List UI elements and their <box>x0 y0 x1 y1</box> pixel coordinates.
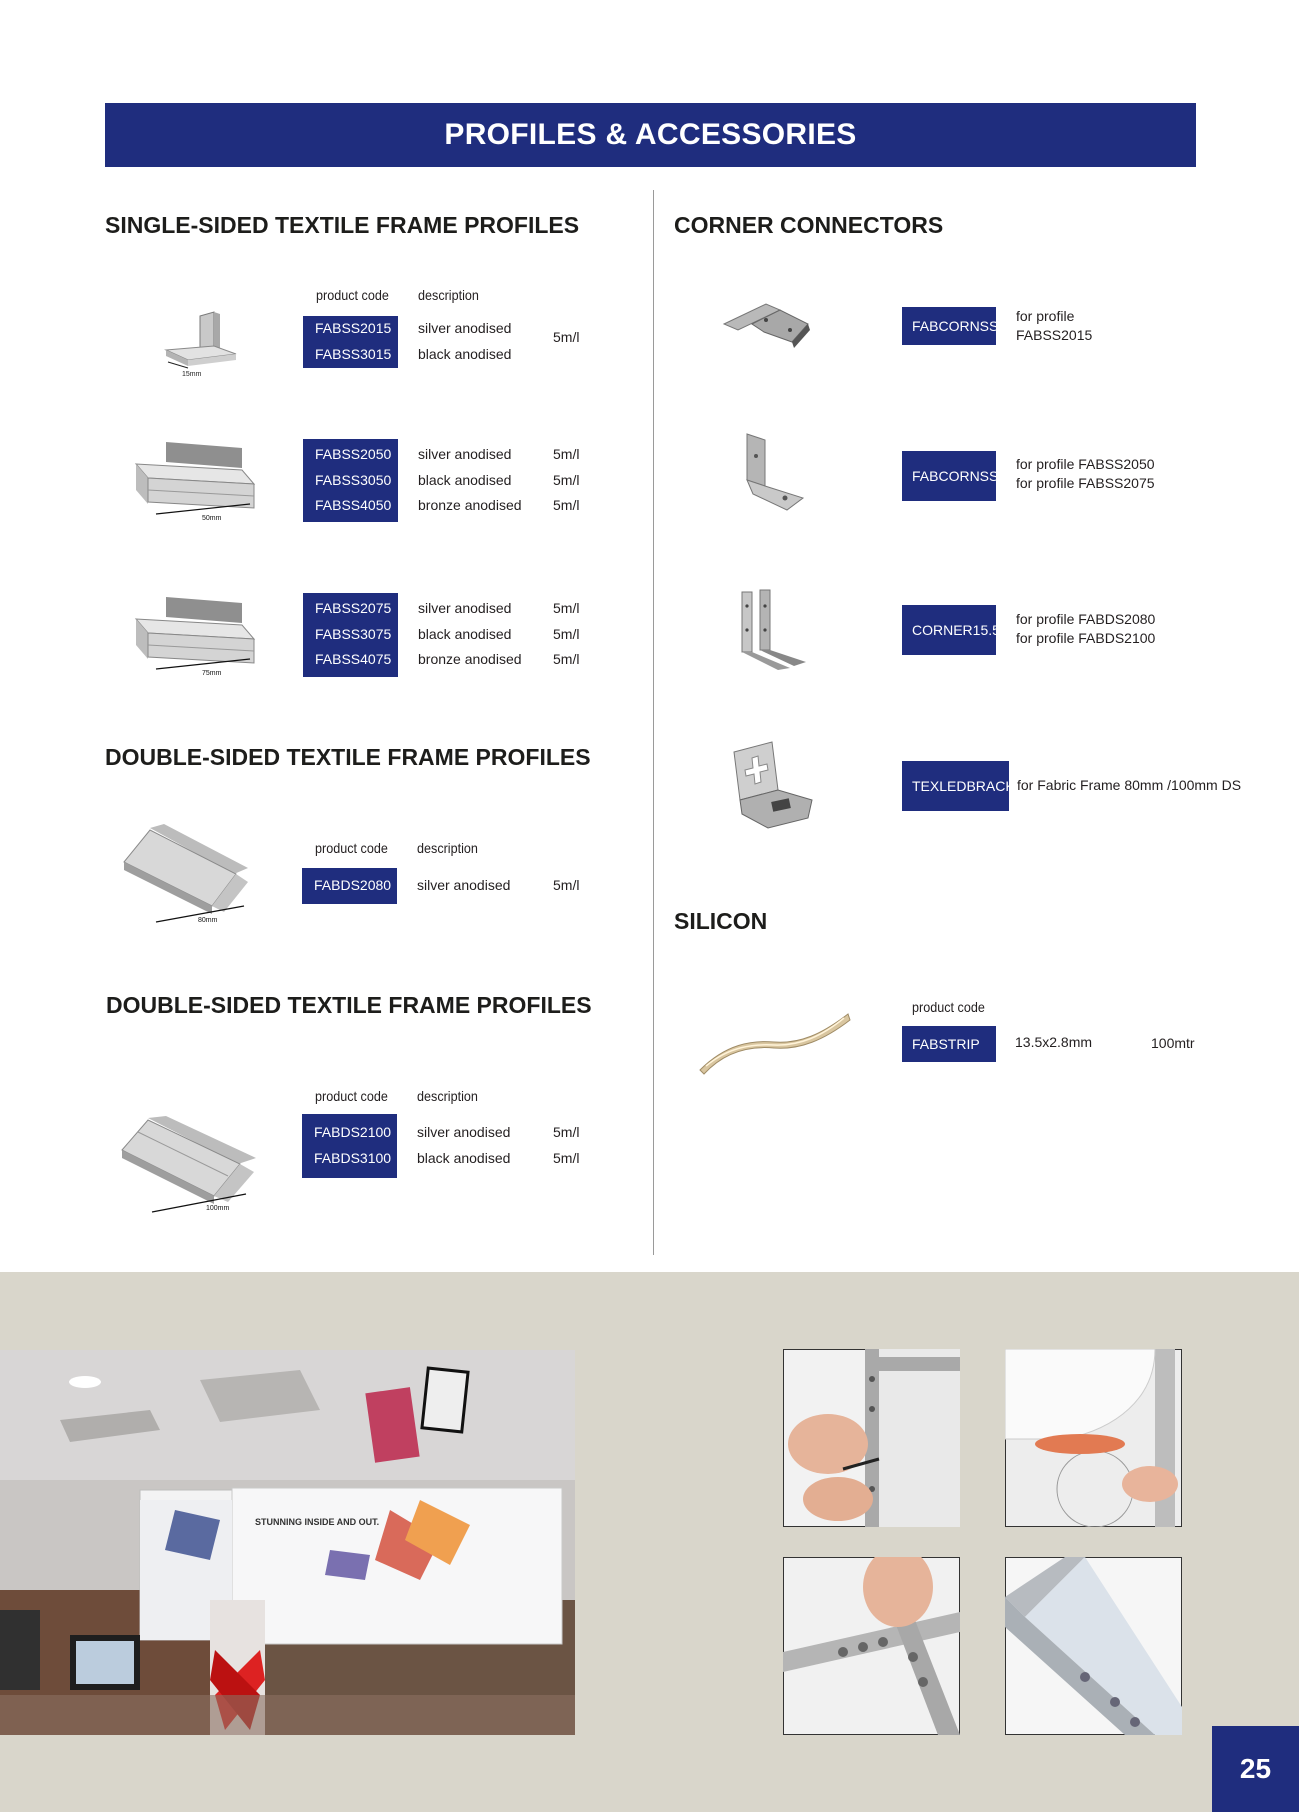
col-header-product-code: product code <box>315 1088 388 1104</box>
connector-note: for profile FABSS2075 <box>1016 475 1155 491</box>
product-description: black anodised <box>418 625 512 642</box>
photo-headline: STUNNING INSIDE AND OUT. <box>255 1517 380 1527</box>
connector-note: for profile FABSS2050 <box>1016 456 1155 472</box>
product-code: FABSS4050 <box>315 497 392 513</box>
frame-assembly-photo-2 <box>783 1557 960 1735</box>
product-code: FABSS2075 <box>315 600 392 616</box>
col-header-description: description <box>418 287 479 303</box>
product-length: 5m/l <box>553 1149 580 1166</box>
connector-note: for profile <box>1016 308 1075 324</box>
silicon-length: 100mtr <box>1151 1035 1195 1051</box>
corner-connector-angle-image <box>745 432 805 512</box>
connector-code-box: FABCORNSS75 <box>902 451 996 501</box>
frame-corner-photo <box>1005 1557 1182 1735</box>
col-header-product-code: product code <box>912 999 985 1015</box>
profile-50mm-image <box>132 440 256 524</box>
profile-dim-label: 80mm <box>198 917 218 924</box>
single-sided-title: SINGLE-SIDED TEXTILE FRAME PROFILES <box>105 212 580 238</box>
product-code-box <box>302 1114 397 1178</box>
product-code: FABSS2050 <box>315 446 392 462</box>
corner-connector-flat-image <box>722 302 812 352</box>
product-length: 5m/l <box>553 877 580 893</box>
product-length: 5m/l <box>553 651 580 667</box>
product-code: FABSS3050 <box>315 471 392 488</box>
product-description: silver anodised <box>417 877 511 893</box>
product-description: bronze anodised <box>418 651 522 667</box>
product-code: FABDS2080 <box>314 877 392 893</box>
corner-connector-double-image <box>738 588 808 672</box>
connector-note: for profile FABDS2100 <box>1016 630 1156 646</box>
product-code: FABSS4075 <box>315 651 392 667</box>
connector-note: for profile FABDS2080 <box>1016 611 1156 627</box>
connector-code-box: FABCORNSS15 <box>902 307 996 345</box>
store-display-photo <box>0 1350 575 1735</box>
product-length: 5m/l <box>553 497 580 513</box>
double-sided-title: DOUBLE-SIDED TEXTILE FRAME PROFILES <box>105 744 591 770</box>
frame-assembly-photo-1 <box>783 1349 960 1527</box>
product-code-box <box>303 316 398 368</box>
product-code: FABSS3075 <box>315 625 392 642</box>
col-header-product-code: product code <box>315 840 388 856</box>
silicon-strip-image <box>696 1004 852 1076</box>
product-length: 5m/l <box>553 1124 580 1140</box>
col-header-product-code: product code <box>316 287 389 303</box>
product-code-box <box>303 439 398 522</box>
page-number: 25 <box>1212 1726 1299 1812</box>
product-description: black anodised <box>417 1149 511 1166</box>
fabric-insertion-photo <box>1005 1349 1182 1527</box>
product-code: FABSS2015 <box>315 320 392 336</box>
double-sided-title: DOUBLE-SIDED TEXTILE FRAME PROFILES <box>106 992 592 1018</box>
product-code: FABDS2100 <box>314 1124 392 1140</box>
silicon-size: 13.5x2.8mm <box>1015 1034 1093 1050</box>
product-description: black anodised <box>418 345 512 362</box>
led-bracket-image <box>728 740 814 830</box>
product-length: 5m/l <box>553 625 580 642</box>
silicon-title: SILICON <box>674 908 768 934</box>
profile-dim-label: 15mm <box>182 371 202 376</box>
connector-note: FABSS2015 <box>1016 327 1093 343</box>
connector-note: for Fabric Frame 80mm /100mm DS <box>1017 777 1242 793</box>
product-description: bronze anodised <box>418 497 522 513</box>
product-length: 5m/l <box>553 329 580 345</box>
product-description: silver anodised <box>417 1124 511 1140</box>
profile-dim-label: 75mm <box>202 670 222 677</box>
profile-80mm-image <box>120 822 258 924</box>
col-header-description: description <box>417 1088 478 1104</box>
product-description: silver anodised <box>418 446 512 462</box>
product-length: 5m/l <box>553 471 580 488</box>
silicon-code-box: FABSTRIP <box>902 1026 996 1062</box>
connector-code-box: TEXLEDBRACKET2 <box>902 761 1009 811</box>
product-description: silver anodised <box>418 600 512 616</box>
product-code: FABDS3100 <box>314 1149 392 1166</box>
product-code: FABSS3015 <box>315 345 392 362</box>
col-header-description: description <box>417 840 478 856</box>
corner-connectors-title: CORNER CONNECTORS <box>674 212 944 238</box>
page-banner: PROFILES & ACCESSORIES <box>105 103 1196 167</box>
profile-dim-label: 100mm <box>206 1205 230 1212</box>
product-code-box <box>303 593 398 677</box>
product-description: black anodised <box>418 471 512 488</box>
product-length: 5m/l <box>553 446 580 462</box>
profile-100mm-image <box>118 1114 264 1214</box>
column-divider <box>653 190 654 1255</box>
product-description: silver anodised <box>418 320 512 336</box>
profile-75mm-image <box>132 595 256 679</box>
profile-dim-label: 50mm <box>202 515 222 522</box>
product-code-box <box>302 868 397 904</box>
profile-15mm-image <box>158 310 248 376</box>
product-length: 5m/l <box>553 600 580 616</box>
connector-code-box: CORNER15.5 <box>902 605 996 655</box>
